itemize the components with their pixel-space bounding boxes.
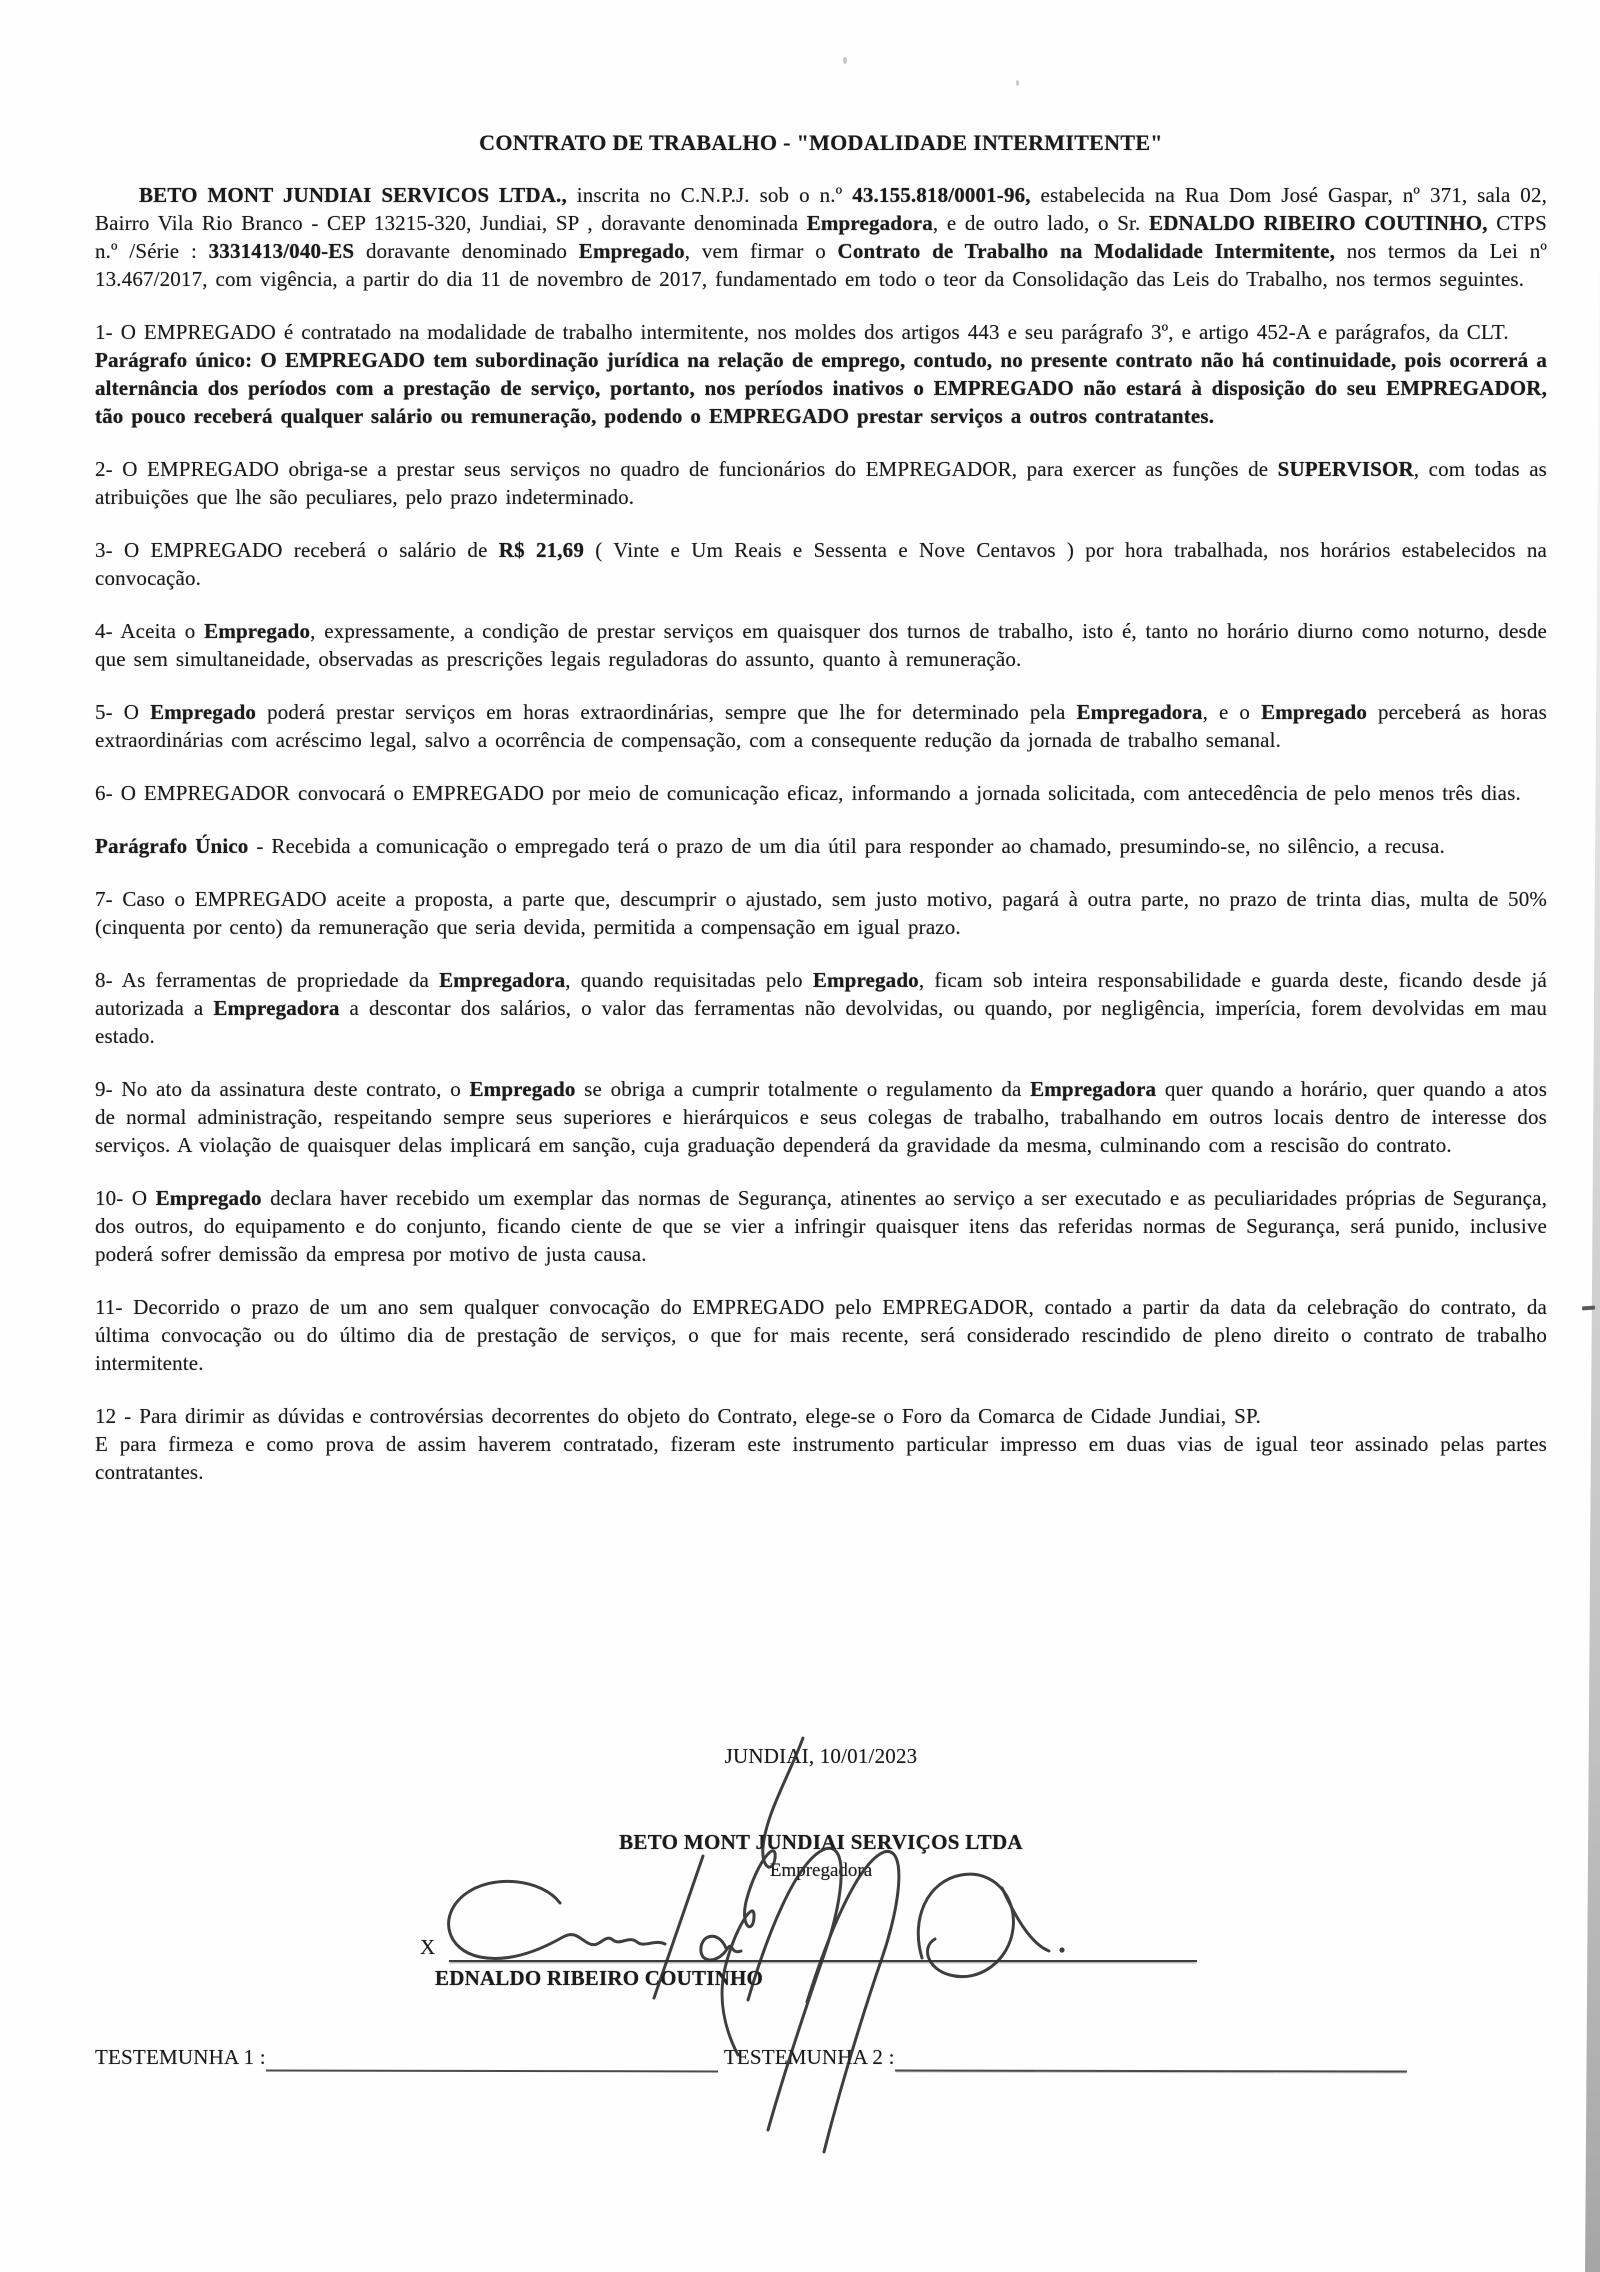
witness-1-line [266, 2040, 718, 2073]
clause-12: 12 - Para dirimir as dúvidas e controvérsias decorrentes do objeto do Contrato, elege-se o Foro da Comarca de Cidade Jundiai, SP. [95, 1404, 1261, 1428]
witness-2-line [895, 2039, 1407, 2072]
closing-statement: E para firmeza e como prova de assim haverem contratado, fizeram este instrumento particular impresso em duas vias de igual teor assinado pelas partes contratantes. [95, 1432, 1547, 1484]
contract-title: CONTRATO DE TRABALHO - "MODALIDADE INTERMITENTE" [479, 130, 1163, 155]
clause-10: 10- O Empregado declara haver recebido um exemplar das normas de Segurança, atinentes ao serviço a ser executado e as peculiaridades próprias de Segurança, dos outros, do equipamento e do conjunto, ficando ciente de que se vier a infringir quaisquer itens das referidas normas de Segurança, será punido, inclusive poderá sofrer demissão da empresa por motivo de justa causa. [95, 1186, 1547, 1266]
signature-tail-stroke [722, 1738, 803, 2055]
clause-6: 6- O EMPREGADOR convocará o EMPREGADO por meio de comunicação eficaz, informando a jornada solicitada, com antecedência de pelo menos três dias. [95, 781, 1521, 805]
paragrafo-unico-1: Parágrafo único: O EMPREGADO tem subordinação jurídica na relação de emprego, contudo, no presente contrato não há continuidade, pois ocorrerá a alternância dos períodos com a prestação de serviço, portanto, nos períodos inativos o EMPREGADO não estará à disposição do seu EMPREGADOR, tão pouco receberá qualquer salário ou remuneração, podendo o EMPREGADO prestar serviços a outros contratantes. [95, 348, 1547, 428]
document-body [95, 0, 1548, 2069]
signature-row [420, 1930, 1197, 1962]
date-line: JUNDIAI, 10/01/2023 [724, 1744, 918, 1768]
clause-4: 4- Aceita o Empregado, expressamente, a condição de prestar serviços em quaisquer dos turnos de trabalho, isto é, tanto no horário diurno como noturno, desde que sem simultaneidade, observadas as prescrições legais reguladoras do assunto, quanto à remuneração. [95, 619, 1547, 671]
signee-name: EDNALDO RIBEIRO COUTINHO [435, 1966, 764, 1990]
witness-row [95, 2040, 1407, 2072]
clause-8: 8- As ferramentas de propriedade da Empregadora, quando requisitadas pelo Empregado, ficam sob inteira responsabilidade e guarda deste, ficando desde já autorizada a Empregadora a descontar dos salários, o valor das ferramentas não devolvidas, ou quando, por negligência, imperícia, forem devolvidas em mau estado. [95, 968, 1547, 1048]
clause-1: 1- O EMPREGADO é contratado na modalidade de trabalho intermitente, nos moldes dos artigos 443 e seu parágrafo 3º, e artigo 452-A e parágrafos, da CLT. [95, 320, 1509, 344]
scan-artifact-right-edge [1583, 230, 1600, 2272]
company-role-label: Empregadora [769, 1860, 873, 1881]
company-name: BETO MONT JUNDIAI SERVIÇOS LTDA [619, 1830, 1023, 1854]
signature-line [449, 1930, 1197, 1962]
clause-2: 2- O EMPREGADO obriga-se a prestar seus serviços no quadro de funcionários do EMPREGADOR, para exercer as funções de SUPERVISOR, com todas as atribuições que lhe são peculiares, pelo prazo indeterminado. [95, 457, 1547, 509]
x-mark: X [420, 1935, 436, 1959]
witness-1-label: TESTEMUNHA 1 : [95, 2045, 266, 2069]
clause-7: 7- Caso o EMPREGADO aceite a proposta, a parte que, descumprir o ajustado, sem justo motivo, pagará à outra parte, no prazo de trinta dias, multa de 50% (cinquenta por cento) da remuneração que seria devida, permitida a compensação em igual prazo. [95, 887, 1547, 939]
opening-paragraph: BETO MONT JUNDIAI SERVICOS LTDA., inscrita no C.N.P.J. sob o n.º 43.155.818/0001-96, estabelecida na Rua Dom José Gaspar, nº 371, sala 02, Bairro Vila Rio Branco - CEP 13215-320, Jundiai, SP , doravante denominada Empregadora, e de outro lado, o Sr. EDNALDO RIBEIRO COUTINHO, CTPS n.º /Série : 3331413/040-ES doravante denominado Empregado, vem firmar o Contrato de Trabalho na Modalidade Intermitente, nos termos da Lei nº 13.467/2017, com vigência, a partir do dia 11 de novembro de 2017, fundamentado em todo o teor da Consolidação das Leis do Trabalho, nos termos seguintes. [95, 183, 1548, 291]
signature-loop-stroke-2 [807, 1851, 899, 2152]
clause-5: 5- O Empregado poderá prestar serviços em horas extraordinárias, sempre que lhe for determinado pela Empregadora, e o Empregado perceberá as horas extraordinárias com acréscimo legal, salvo a ocorrência de compensação, com a consequente redução da jornada de trabalho semanal. [95, 700, 1547, 752]
witness-2-label: TESTEMUNHA 2 : [723, 2045, 895, 2069]
paragrafo-unico-2: Parágrafo Único - Recebida a comunicação o empregado terá o prazo de um dia útil para responder ao chamado, presumindo-se, no silêncio, a recusa. [95, 834, 1445, 858]
clause-11: 11- Decorrido o prazo de um ano sem qualquer convocação do EMPREGADO pelo EMPREGADOR, contado a partir da data da celebração do contrato, da última convocação ou do último dia de prestação de serviços, o que for mais recente, será considerado rescindido de pleno direito o contrato de trabalho intermitente. [95, 1295, 1547, 1375]
clause-3: 3- O EMPREGADO receberá o salário de R$ 21,69 ( Vinte e Um Reais e Sessenta e Nove Centavos ) por hora trabalhada, nos horários estabelecidos na convocação. [95, 538, 1547, 590]
clause-9: 9- No ato da assinatura deste contrato, o Empregado se obriga a cumprir totalmente o regulamento da Empregadora quer quando a horário, quer quando a atos de normal administração, respeitando sempre seus superiores e hierárquicos e seus colegas de trabalho, trabalhando em outros locais dentro de interesse dos serviços. A violação de quaisquer delas implicará em sanção, cuja graduação dependerá da gravidade da mesma, culminando com a rescisão do contrato. [95, 1077, 1548, 1157]
